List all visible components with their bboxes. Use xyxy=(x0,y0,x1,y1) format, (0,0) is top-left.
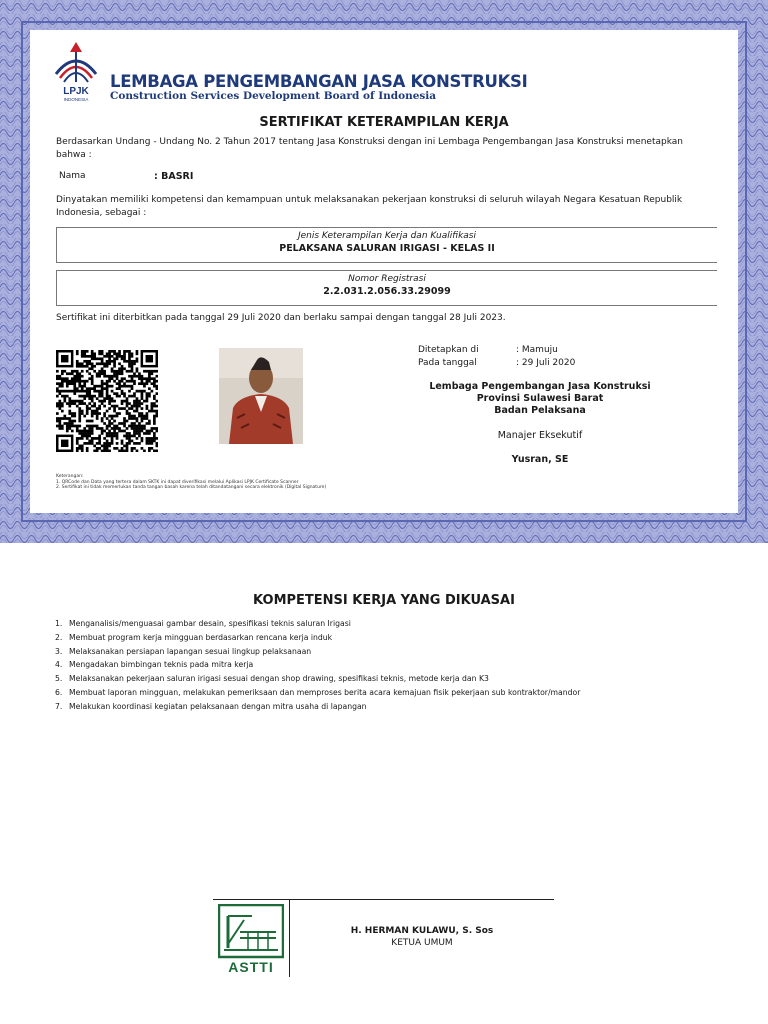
astti-logo-text: ASTTI xyxy=(228,959,274,974)
intro-paragraph xyxy=(56,136,716,162)
notes-item-1: 1. QRCode dan Data yang tertera dalam SKTK ini dapat diverifikasi melalui Aplikasi LPJK Certificate Scanner xyxy=(56,479,299,485)
validity-text: Sertifikat ini diterbitkan pada tanggal 29 Juli 2020 dan berlaku sampai dengan tanggal 28 Juli 2023. xyxy=(56,313,506,323)
competency-text: Melaksanakan persiapan lapangan sesuai lingkup pelaksanaan xyxy=(69,646,312,656)
statement-line-2: Indonesia, sebagai : xyxy=(56,208,147,218)
competency-text: Melakukan koordinasi kegiatan pelaksanaan dengan mitra usaha di lapangan xyxy=(69,701,367,711)
intro-line-2: bahwa : xyxy=(56,150,92,160)
competency-text: Menganalisis/menguasai gambar desain, spesifikasi teknis saluran Irigasi xyxy=(69,619,351,628)
astti-logo xyxy=(218,904,284,974)
holder-photo xyxy=(219,348,303,444)
competency-text: Membuat program kerja mingguan berdasarkan rencana kerja induk xyxy=(69,632,333,642)
registration-caption: Nomor Registrasi xyxy=(348,274,426,284)
skill-caption: Jenis Keterampilan Kerja dan Kualifikasi xyxy=(297,231,476,241)
qr-code xyxy=(56,350,158,452)
competency-number: 3. xyxy=(55,646,63,656)
competency-text: Melaksanakan pekerjaan saluran irigasi sesuai dengan shop drawing, spesifikasi teknis, metode kerja dan K3 xyxy=(69,674,489,684)
lpjk-logo xyxy=(50,40,102,102)
org-name: LEMBAGA PENGEMBANGAN JASA KONSTRUKSI xyxy=(110,72,528,91)
date-label: Pada tanggal xyxy=(418,358,477,368)
competency-item xyxy=(55,617,580,631)
lpjk-logo-subtext: INDONESIA xyxy=(63,97,89,102)
footer-divider xyxy=(213,899,554,900)
name-label: Nama xyxy=(59,171,86,181)
place-value: : Mamuju xyxy=(516,345,558,355)
registration-value: 2.2.031.2.056.33.29099 xyxy=(323,286,451,297)
registration-box xyxy=(56,270,717,306)
name-value: : BASRI xyxy=(154,171,194,182)
competency-text: Mengadakan bimbingan teknis pada mitra kerja xyxy=(69,660,254,670)
competency-number: 6. xyxy=(55,687,63,697)
date-value: : 29 Juli 2020 xyxy=(516,358,576,368)
competency-item xyxy=(55,645,580,659)
place-label: Ditetapkan di xyxy=(418,345,479,355)
notes xyxy=(56,474,326,491)
competency-item xyxy=(55,700,580,714)
signer-name: Yusran, SE xyxy=(511,454,569,465)
certificate-title: SERTIFIKAT KETERAMPILAN KERJA xyxy=(259,115,509,130)
footer-signer-role: KETUA UMUM xyxy=(391,938,453,948)
lpjk-logo-text: LPJK xyxy=(63,86,89,97)
competency-item xyxy=(55,686,580,700)
competencies-title: KOMPETENSI KERJA YANG DIKUASAI xyxy=(253,593,515,608)
competency-text: Membuat laporan mingguan, melakukan pemeriksaan dan memproses berita acara kemajuan fisik pekerjaan sub kontraktor/mandor xyxy=(69,687,581,697)
competency-item xyxy=(55,631,580,645)
signer-position: Manajer Eksekutif xyxy=(497,430,583,441)
statement-line-1: Dinyatakan memiliki kompetensi dan kemampuan untuk melaksanakan pekerjaan konstruksi di seluruh wilayah Negara Kesatuan Republik xyxy=(56,195,683,205)
competencies-list xyxy=(55,617,580,714)
skill-value: PELAKSANA SALURAN IRIGASI - KELAS II xyxy=(279,243,495,254)
certificate-body xyxy=(30,30,738,513)
issuer-org-line-2: Provinsi Sulawesi Barat xyxy=(476,393,604,404)
competency-number: 5. xyxy=(55,674,63,684)
competency-item xyxy=(55,672,580,686)
notes-item-2: 2. Sertifikat ini tidak memerlukan tanda tangan basah karena telah ditandatangani secara elektronik (Digital Signature) xyxy=(56,485,327,490)
org-name-en: Construction Services Development Board of Indonesia xyxy=(110,90,437,102)
competency-number: 1. xyxy=(55,619,63,628)
issuer-org-line-3: Badan Pelaksana xyxy=(494,405,586,416)
competency-number: 7. xyxy=(55,701,63,711)
competency-number: 4. xyxy=(55,660,63,670)
issuer-org-line-1: Lembaga Pengembangan Jasa Konstruksi xyxy=(429,381,651,392)
statement-paragraph xyxy=(56,194,716,220)
footer-signer-name: H. HERMAN KULAWU, S. Sos xyxy=(350,926,494,936)
competency-item xyxy=(55,658,580,672)
intro-line-1: Berdasarkan Undang - Undang No. 2 Tahun 2017 tentang Jasa Konstruksi dengan ini Lembaga Pengembangan Jasa Konstruksi menetapkan xyxy=(56,137,683,147)
competency-number: 2. xyxy=(55,632,63,642)
skill-box xyxy=(56,227,717,263)
notes-heading: Keterangan: xyxy=(56,474,84,479)
